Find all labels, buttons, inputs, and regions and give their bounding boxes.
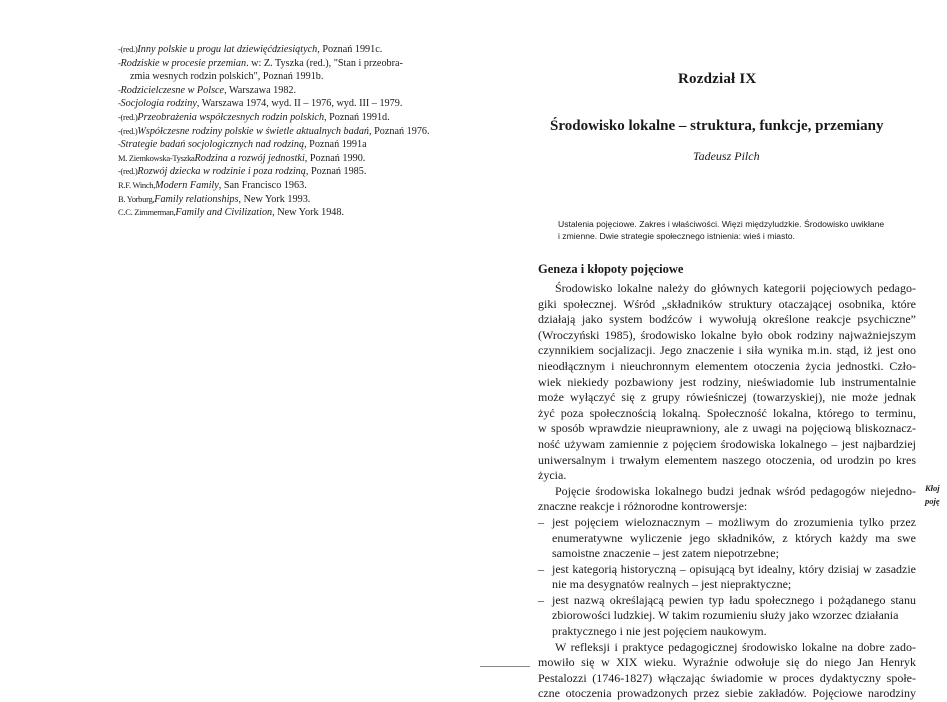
text-line: ność używam zamiennie z pojęciem środowiska lokalnego – jest najbardziej bbox=[538, 436, 916, 451]
entry-title: Współczesne rodziny polskie w świetle aktualnych badań bbox=[137, 125, 370, 137]
bibliography-entry bbox=[118, 43, 478, 57]
entry-author: M. Ziemkowska-Tyszka bbox=[118, 152, 195, 163]
bibliography-entry bbox=[118, 111, 478, 125]
text-line: działają jako system bodźców i wywołują określone reakcje psychiczne” bbox=[538, 312, 916, 327]
body-text bbox=[538, 281, 916, 702]
entry-title: Family and Civilization bbox=[175, 207, 273, 219]
entry-details: , Poznań 1991a bbox=[304, 139, 367, 151]
text-line: w sposób wprawdzie nieuprawniony, ale z uwagi na pojęciową bliskoznacz- bbox=[538, 421, 916, 436]
text-line: praktycznego i nie jest pojęciem naukowym. bbox=[552, 624, 767, 639]
entry-details: , New York 1948. bbox=[272, 207, 345, 219]
entry-author: -(red.) bbox=[118, 166, 138, 177]
entry-title: Family relationships bbox=[154, 193, 239, 205]
entry-author: R.F. Winch, bbox=[118, 179, 156, 190]
entry-author: - bbox=[118, 84, 121, 95]
bibliography-entry bbox=[118, 84, 478, 98]
entry-details: , Warszawa 1982. bbox=[224, 84, 297, 96]
margin-note-line: poję bbox=[925, 496, 940, 506]
entry-title: Rodziskie w procesie przemian bbox=[120, 57, 247, 69]
bibliography-entry bbox=[118, 179, 478, 193]
text-line: wiek niekiedy pozbawiony jest rodziny, nieświadomie lub instrumentalnie bbox=[538, 374, 916, 389]
entry-details: . w: Z. Tyszka (red.), "Stan i przeobra- bbox=[246, 57, 403, 69]
text-line: życia. bbox=[538, 468, 567, 483]
entry-details: , Poznań 1991d. bbox=[324, 111, 390, 123]
text-line: nie ma desygnatów realnych – jest niepraktyczne; bbox=[552, 577, 792, 592]
bibliography-entry bbox=[118, 97, 478, 111]
right-page bbox=[528, 0, 947, 701]
text-line: enumeratywne wyliczenie jego składników, z których każdy ma swe bbox=[552, 530, 916, 545]
text-line: mowiło się w XIX wieku. Wyraźnie odwołuje się do niego Jan Henryk bbox=[538, 655, 916, 670]
text-line: żyć poza społecznością lokalną. Społeczność lokalna, którego to terminu, bbox=[538, 405, 916, 420]
bullet-text: jest pojęciem wieloznacznym – możliwym do zrozumienia tylko przez bbox=[552, 514, 916, 529]
chapter-number: Rozdział IX bbox=[678, 71, 757, 87]
text-line: Pestalozzi (1746-1827) włączając świadomie w proces dydaktyczny społe- bbox=[538, 670, 916, 685]
bullet-dash: – bbox=[538, 561, 544, 576]
margin-note-line: Kłoj bbox=[925, 483, 940, 493]
bibliography-list bbox=[118, 43, 478, 220]
chapter-abstract bbox=[558, 218, 947, 242]
text-line: samoistne znaczenie – jest zatem niepotrzebne; bbox=[552, 546, 779, 561]
entry-author: B. Yorburg, bbox=[118, 193, 155, 204]
entry-title: Przeobrażenia współczesnych rodzin polskich bbox=[137, 111, 325, 123]
entry-author: - bbox=[118, 139, 121, 150]
bullet-text: jest kategorią historyczną – opisującą byt idealny, który dzisiaj w zasadzie bbox=[552, 561, 916, 576]
entry-details: , Poznań 1985. bbox=[305, 166, 367, 178]
page-edge-rule bbox=[480, 666, 530, 667]
chapter-author: Tadeusz Pilch bbox=[693, 149, 760, 163]
entry-title: Inny polskie u progu lat dziewięćdziesiątych bbox=[137, 44, 318, 55]
entry-title: Rodzicielczesne w Polsce bbox=[120, 84, 225, 96]
bibliography-entry bbox=[118, 165, 478, 179]
bullet-dash: – bbox=[538, 592, 544, 607]
bullet-text: jest nazwą określającą pewien typ ładu społecznego i pożądanego stanu bbox=[552, 592, 916, 607]
bullet-dash: – bbox=[538, 514, 544, 529]
bibliography-entry bbox=[118, 57, 478, 71]
entry-author: C.C. Zimmerman, bbox=[118, 207, 176, 218]
entry-author: -(red.) bbox=[118, 111, 138, 122]
text-line: nieodłącznym i nieuchronnym elementem otoczenia życia jednostki. Czło- bbox=[538, 358, 916, 373]
text-line: Pojęcie środowiska lokalnego budzi jednak wśród pedagogów niejedno- bbox=[555, 483, 916, 498]
text-line: giki społecznej. Wśród „składników struktury otaczającej osobnika, które bbox=[538, 296, 916, 311]
bibliography-entry bbox=[118, 125, 478, 139]
entry-title: Strategie badań socjologicznych nad rodziną bbox=[120, 139, 305, 151]
entry-details: , New York 1993. bbox=[238, 193, 311, 205]
chapter-title: Środowisko lokalne – struktura, funkcje, przemiany bbox=[550, 118, 884, 134]
text-line: W refleksji i praktyce pedagogicznej środowisko lokalne na dobre zado- bbox=[555, 639, 916, 654]
bibliography-entry bbox=[118, 152, 478, 166]
text-line bbox=[538, 593, 916, 609]
abstract-line: Ustalenia pojęciowe. Zakres i właściwości. Więzi międzyludzkie. Środowisko uwikłane bbox=[558, 219, 885, 229]
margin-note bbox=[925, 482, 940, 508]
bibliography-entry bbox=[118, 70, 478, 84]
entry-title: Rozwój dziecka w rodzinie i poza rodziną bbox=[137, 166, 306, 178]
entry-title: Socjologia rodziny bbox=[120, 98, 197, 110]
bibliography-entry bbox=[118, 138, 478, 152]
text-line: znaczne reakcje i różnorodne kontrowersje: bbox=[538, 499, 748, 514]
text-line: czynnikiem socjalizacji. Jego znaczenie i siła wynika m.in. stąd, iż jest ono bbox=[538, 343, 916, 358]
text-line: zbiorowości ludzkiej. W takim rozumieniu służy jako wzorzec działania bbox=[552, 608, 899, 623]
text-line: uniwersalnym i trwałym elementem naszego otoczenia, od urodzin po kres bbox=[538, 452, 916, 467]
entry-author: -(red.) bbox=[118, 44, 138, 54]
entry-details: zmia wesnych rodzin polskich", Poznań 1991b. bbox=[130, 71, 324, 83]
entry-author: - bbox=[118, 98, 121, 109]
entry-details: , Poznań 1991c. bbox=[317, 44, 383, 55]
text-line: Środowisko lokalne należy do głównych kategorii pojęciowych pedago- bbox=[555, 281, 916, 295]
section-heading: Geneza i kłopoty pojęciowe bbox=[538, 262, 684, 276]
text-line: może wyłączyć się z grupy rówieśniczej (towarzyskiej), nie może jednak bbox=[538, 390, 916, 405]
entry-title: Rodzina a rozwój jednostki bbox=[194, 152, 305, 164]
entry-details: , Poznań 1990. bbox=[304, 152, 366, 164]
entry-details: , Warszawa 1974, wyd. II – 1976, wyd. III – 1979. bbox=[196, 98, 403, 110]
entry-author: - bbox=[118, 57, 121, 68]
bibliography-entry bbox=[118, 206, 478, 220]
text-line: czne otoczenia prowadzonych przez siebie zakładów. Pojęciowe narodziny bbox=[538, 686, 916, 701]
text-line: (Wroczyński 1985), środowisko lokalne było obok rodziny najważniejszym bbox=[538, 327, 916, 342]
entry-author: -(red.) bbox=[118, 125, 138, 136]
entry-details: , Poznań 1976. bbox=[369, 125, 430, 137]
text-line bbox=[538, 562, 916, 578]
text-line bbox=[538, 515, 916, 531]
abstract-line: i zmienne. Dwie strategie społecznego istnienia: wieś i miasto. bbox=[558, 231, 795, 241]
entry-details: , San Francisco 1963. bbox=[218, 179, 307, 191]
entry-title: Modern Family bbox=[155, 179, 219, 191]
bibliography-entry bbox=[118, 193, 478, 207]
